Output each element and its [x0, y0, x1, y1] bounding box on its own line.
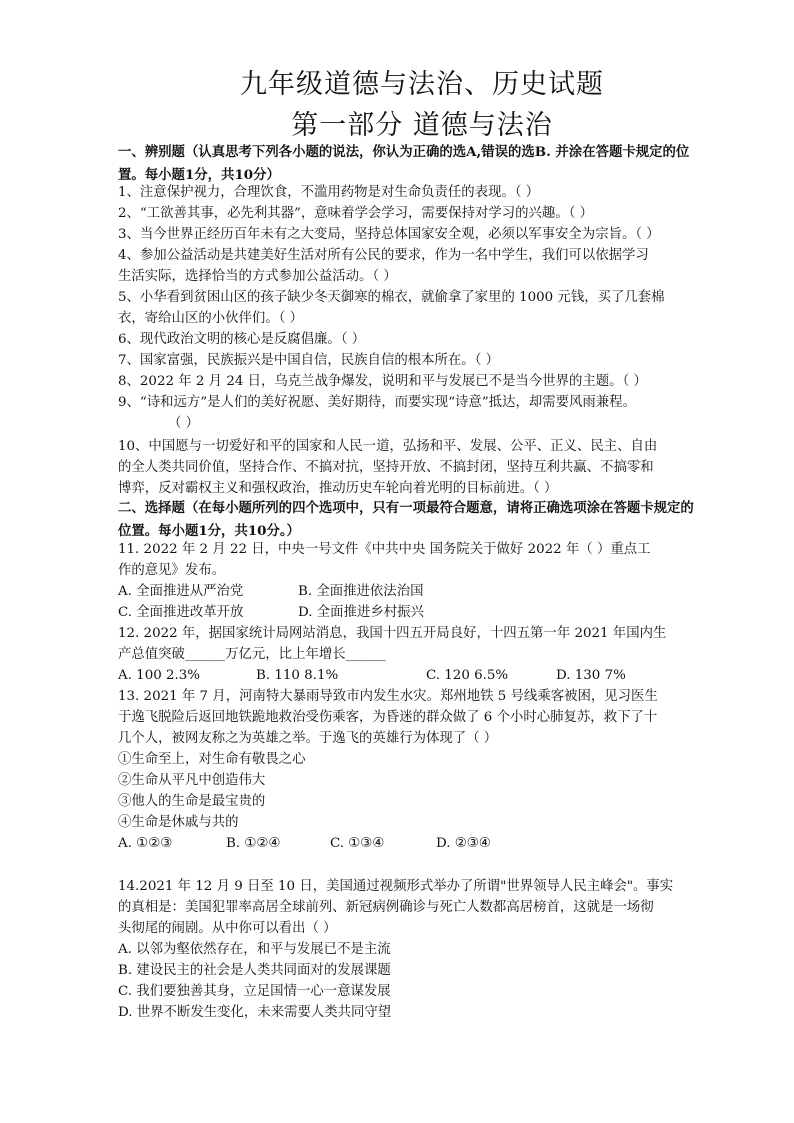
option-d: D. ②③④	[436, 836, 491, 851]
question-9-line2: （ ）	[168, 416, 200, 431]
question-11-line2: 作的意见》发布。	[118, 563, 226, 578]
question-6: 6、现代政治文明的核心是反腐倡廉。（ ）	[118, 332, 366, 347]
question-13-line2: 于逸飞脱险后返回地铁跪地救治受伤乘客，为昏迷的群众做了 6 个小时心肺复苏，救下了十	[118, 710, 658, 725]
part-title: 第一部分 道德与法治	[291, 110, 553, 141]
question-4-line1: 4、参加公益活动是共建美好生活对所有公民的要求，作为一名中学生，我们可以依据学习	[118, 248, 649, 263]
question-11-options-row2	[118, 603, 424, 623]
section2-header: 二、选择题（在每小题所列的四个选项中，只有一项最符合题意，请将正确选项涂在答题卡规定的位置。每小题1分，共10分。）	[118, 500, 694, 539]
option-a: A. 100 2.3%	[118, 668, 201, 683]
question-5-line1: 5、小华看到贫困山区的孩子缺少冬天御寒的棉衣，就偷拿了家里的 1000 元钱，买了几套棉	[118, 290, 665, 305]
option-c: C. ①③④	[330, 836, 385, 851]
section1-header: 一、辨别题（认真思考下列各小题的说法，你认为正确的选A,错误的选B. 并涂在答题卡规定的位置。每小题1分，共10分）	[118, 144, 690, 183]
question-10-line3: 博弈，反对霸权主义和强权政治，推动历史车轮向着光明的目标前进。（ ）	[118, 481, 558, 496]
question-8: 8、2022 年 2 月 24 日，乌克兰战争爆发，说明和平与发展已不是当今世界的主题。（ ）	[118, 374, 647, 389]
question-13-item-4: ④生命是休戚与共的	[118, 815, 239, 830]
question-5-line2: 衣，寄给山区的小伙伴们。（ ）	[118, 311, 304, 326]
question-12-options	[118, 666, 626, 686]
question-14-option-a: A. 以邻为壑依然存在，和平与发展已不是主流	[118, 942, 391, 957]
question-11-options-row1	[118, 582, 423, 602]
option-a: A. 全面推进从严治党	[118, 584, 244, 599]
question-13-line1: 13. 2021 年 7 月，河南特大暴雨导致市内发生水灾。郑州地铁 5 号线乘客被困，见习医生	[118, 689, 658, 704]
question-13-item-3: ③他人的生命是最宝贵的	[118, 794, 266, 809]
question-14-line1: 14.2021 年 12 月 9 日至 10 日，美国通过视频形式举办了所谓"世界领导人民主峰会"。事实	[118, 879, 674, 894]
question-13-options	[118, 834, 491, 854]
question-9-line1: 9、“诗和远方”是人们的美好祝愿、美好期待，而要实现“诗意”抵达，却需要风雨兼程。	[118, 395, 636, 410]
question-14-option-c: C. 我们要独善其身，立足国情一心一意谋发展	[118, 984, 391, 999]
question-14-line2: 的真相是：美国犯罪率高居全球前列、新冠病例确诊与死亡人数都高居榜首，这就是一场彻	[118, 900, 654, 915]
option-b: B. 110 8.1%	[256, 668, 339, 683]
question-7: 7、国家富强，民族振兴是中国自信，民族自信的根本所在。（ ）	[118, 353, 500, 368]
option-b: B. ①②④	[226, 836, 281, 851]
question-13-item-2: ②生命从平凡中创造伟大	[118, 773, 266, 788]
question-14-line3: 头彻尾的闹剧。从中你可以看出（ ）	[118, 921, 337, 936]
question-1: 1、注意保护视力，合理饮食，不滥用药物是对生命负责任的表现。（ ）	[118, 185, 540, 200]
option-a: A. ①②③	[118, 836, 173, 851]
question-10-line1: 10、中国愿与一切爱好和平的国家和人民一道，弘扬和平、发展、公平、正义、民主、自由	[118, 439, 658, 454]
question-14-option-b: B. 建设民主的社会是人类共同面对的发展课题	[118, 963, 391, 978]
question-2: 2、“工欲善其事，必先利其器”，意味着学会学习，需要保持对学习的兴趣。（ ）	[118, 206, 594, 221]
question-12-line2: 产总值突破______万亿元，比上年增长______	[118, 647, 386, 662]
question-11-line1: 11. 2022 年 2 月 22 日，中央一号文件《中共中央 国务院关于做好 2022 年（ ）重点工	[118, 542, 651, 557]
question-10-line2: 的全人类共同价值，坚持合作、不搞对抗，坚持开放、不搞封闭，坚持互利共赢、不搞零和	[118, 460, 654, 475]
option-d: D. 130 7%	[556, 668, 626, 683]
option-b: B. 全面推进依法治国	[298, 584, 424, 599]
option-d: D. 全面推进乡村振兴	[298, 605, 424, 620]
option-c: C. 120 6.5%	[426, 668, 509, 683]
question-14-option-d: D. 世界不断发生变化，未来需要人类共同守望	[118, 1005, 392, 1020]
exam-title: 九年级道德与法治、历史试题	[240, 69, 604, 100]
question-3: 3、当今世界正经历百年未有之大变局，坚持总体国家安全观，必须以军事安全为宗旨。（ ）	[118, 227, 660, 242]
question-13-line3: 几个人，被网友称之为英雄之举。于逸飞的英雄行为体现了（ ）	[118, 731, 498, 746]
question-13-item-1: ①生命至上，对生命有敬畏之心	[118, 752, 306, 767]
option-c: C. 全面推进改革开放	[118, 605, 244, 620]
question-12-line1: 12. 2022 年，据国家统计局网站消息，我国十四五开局良好，十四五第一年 2021 年国内生	[118, 626, 667, 641]
question-4-line2: 生活实际，选择恰当的方式参加公益活动。（ ）	[118, 269, 397, 284]
